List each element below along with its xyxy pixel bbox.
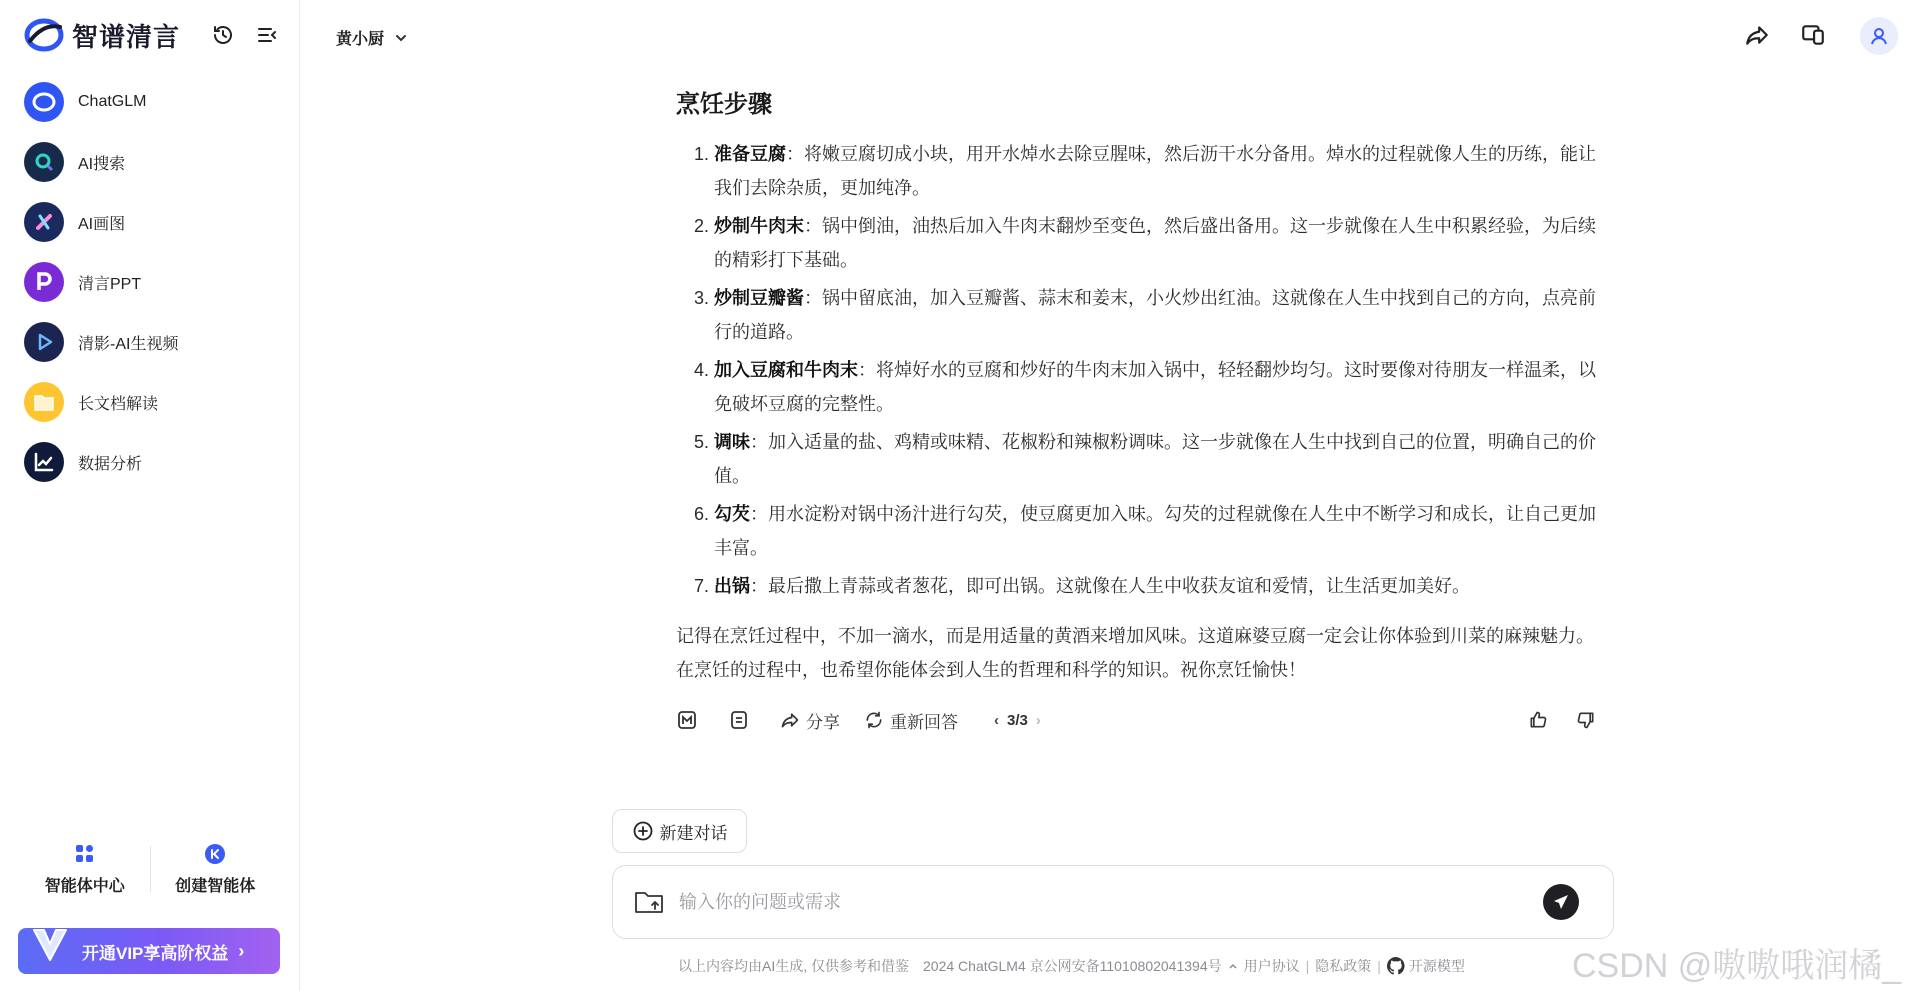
sidebar-item-ai-draw[interactable] (0, 192, 300, 252)
copy-button[interactable] (728, 709, 756, 731)
ai-draw-icon (24, 202, 64, 242)
sidebar-item-label: 清影-AI生视频 (78, 335, 179, 353)
vip-badge-icon (28, 920, 72, 964)
multi-device-icon[interactable] (1798, 20, 1828, 50)
agent-center-label: 智能体中心 (44, 877, 125, 895)
history-icon[interactable] (210, 22, 236, 48)
step-number: 7. (694, 576, 710, 596)
regenerate-label: 重新回答 (890, 712, 958, 732)
step-title: 加入豆腐和牛肉末 (714, 360, 858, 380)
share-label: 分享 (806, 712, 840, 732)
separator: | (1305, 958, 1310, 974)
model-name: 黄小厨 (336, 31, 385, 48)
disclaimer-text: 以上内容均由AI生成, 仅供参考和借鉴 (678, 958, 910, 974)
step-title: 出锅 (714, 576, 750, 596)
chat-input-box (612, 865, 1614, 939)
step-text: ：加入适量的盐、鸡精或味精、花椒粉和辣椒粉调味。这一步就像在人生中找到自己的位置，明确自己的价值。 (714, 432, 1596, 486)
thumbs-up-icon[interactable] (1522, 704, 1554, 736)
watermark: CSDN @嗷嗷哦润橘_ (1572, 947, 1902, 985)
open-source-link[interactable]: 开源模型 (1408, 958, 1465, 974)
brand[interactable] (24, 16, 180, 54)
step-number: 3. (694, 288, 710, 308)
step-text: ：将焯好水的豆腐和炒好的牛肉末加入锅中，轻轻翻炒均匀。这时要像对待朋友一样温柔，以免破坏豆腐的完整性。 (714, 360, 1596, 414)
closing-paragraph: 记得在烹饪过程中，不加一滴水，而是用适量的黄酒来增加风味。这道麻婆豆腐一定会让你体验到川菜的麻辣魅力。在烹饪的过程中，也希望你能体会到人生的哲理和科学的知识。祝你烹饪愉快！ (676, 626, 1594, 680)
vip-label: 开通VIP享高阶权益 (82, 943, 229, 963)
agent-center-button[interactable] (20, 838, 150, 900)
send-icon (1552, 893, 1570, 911)
ppt-icon (24, 262, 64, 302)
step-number: 4. (694, 360, 710, 380)
step-text: ：锅中倒油，油热后加入牛肉末翻炒至变色，然后盛出备用。这一步就像在人生中积累经验，为后续的精彩打下基础。 (714, 216, 1596, 270)
assistant-message (676, 84, 1602, 687)
github-icon (1387, 957, 1405, 975)
list-item (676, 353, 1602, 421)
user-avatar[interactable] (1860, 17, 1898, 55)
list-item (676, 137, 1602, 205)
step-title: 勾芡 (714, 504, 750, 524)
step-title: 炒制豆瓣酱 (714, 288, 804, 308)
new-chat-label: 新建对话 (659, 823, 728, 843)
document-icon (24, 382, 64, 422)
share-icon[interactable] (1742, 20, 1772, 50)
add-chat-icon (632, 820, 654, 842)
footer (678, 956, 1465, 976)
chevron-left-icon[interactable]: ‹ (994, 711, 999, 729)
step-text: ：最后撒上青蒜或者葱花，即可出锅。这就像在人生中收获友谊和爱情，让生活更加美好。 (750, 576, 1470, 596)
markdown-icon (676, 709, 698, 731)
data-analysis-icon (24, 442, 64, 482)
chatglm-icon (24, 82, 64, 122)
separator: | (1377, 958, 1381, 974)
list-item (676, 497, 1602, 565)
step-text: ：用水淀粉对锅中汤汁进行勾芡，使豆腐更加入味。勾芡的过程就像在人生中不断学习和成长，让自己更加丰富。 (714, 504, 1596, 558)
page-indicator: 3/3 (1007, 711, 1028, 729)
sidebar-item-document[interactable] (0, 372, 300, 432)
thumbs-down-icon[interactable] (1570, 704, 1602, 736)
sidebar-item-video[interactable] (0, 312, 300, 372)
sidebar-bottom (20, 838, 280, 900)
sidebar-item-ai-search[interactable] (0, 132, 300, 192)
model-selector[interactable] (336, 26, 408, 49)
share-answer-button[interactable] (780, 708, 840, 733)
step-number: 5. (694, 432, 710, 452)
answer-pager (986, 712, 1049, 729)
collapse-sidebar-icon[interactable] (254, 22, 280, 48)
copy-icon (728, 709, 750, 731)
create-agent-label: 创建智能体 (175, 877, 256, 895)
step-number: 1. (694, 144, 710, 164)
sidebar-item-label: 长文档解读 (78, 395, 159, 413)
list-item (676, 209, 1602, 277)
step-number: 2. (694, 216, 710, 236)
feedback-group (1506, 704, 1602, 736)
create-agent-button[interactable] (151, 838, 281, 900)
chevron-right-icon: › (238, 940, 245, 961)
record-text: 2024 ChatGLM4 京公网安备11010802041394号 (923, 958, 1222, 974)
brand-name: 智谱清言 (72, 21, 181, 52)
steps-list (676, 137, 1602, 603)
privacy-policy-link[interactable]: 隐私政策 (1315, 958, 1372, 974)
step-number: 6. (694, 504, 710, 524)
brand-logo-icon (24, 17, 64, 53)
markdown-button[interactable] (676, 709, 704, 731)
sidebar-item-label: AI画图 (78, 215, 126, 233)
video-icon (24, 322, 64, 362)
sidebar-item-data-analysis[interactable] (0, 432, 300, 492)
share-icon (780, 710, 800, 730)
sidebar-item-ppt[interactable] (0, 252, 300, 312)
vip-upgrade-button[interactable] (18, 928, 280, 974)
create-agent-icon (204, 843, 226, 865)
step-title: 准备豆腐 (714, 144, 786, 164)
message-input[interactable] (679, 892, 1543, 913)
sidebar (0, 0, 300, 991)
ai-search-icon (24, 142, 64, 182)
user-icon (1868, 25, 1890, 47)
step-title: 调味 (714, 432, 750, 452)
step-text: ：锅中留底油，加入豆瓣酱、蒜末和姜末，小火炒出红油。这就像在人生中找到自己的方向，点亮前行的道路。 (714, 288, 1596, 342)
chevron-right-icon[interactable]: › (1035, 711, 1041, 729)
refresh-icon (864, 710, 884, 730)
apps-icon (74, 843, 96, 865)
list-item (676, 569, 1602, 603)
step-title: 炒制牛肉末 (714, 216, 804, 236)
section-heading: 烹饪步骤 (676, 91, 772, 118)
sidebar-item-chatglm[interactable] (0, 72, 300, 132)
sidebar-item-label: ChatGLM (78, 93, 147, 110)
regenerate-button[interactable] (864, 708, 958, 733)
new-chat-button[interactable] (612, 809, 747, 853)
sidebar-item-label: AI搜索 (78, 155, 126, 173)
message-actions (676, 704, 1602, 736)
list-item (676, 425, 1602, 493)
sidebar-nav (0, 72, 300, 492)
list-item (676, 281, 1602, 349)
sidebar-item-label: 数据分析 (78, 455, 143, 473)
chevron-up-icon (1228, 961, 1238, 971)
chevron-down-icon (394, 31, 408, 45)
upload-folder-icon[interactable] (631, 884, 667, 920)
sidebar-item-label: 清言PPT (78, 275, 142, 293)
user-agreement-link[interactable]: 用户协议 (1243, 958, 1300, 974)
send-button[interactable] (1543, 884, 1579, 920)
step-text: ：将嫩豆腐切成小块，用开水焯水去除豆腥味，然后沥干水分备用。焯水的过程就像人生的历练，能让我们去除杂质，更加纯净。 (714, 144, 1596, 198)
